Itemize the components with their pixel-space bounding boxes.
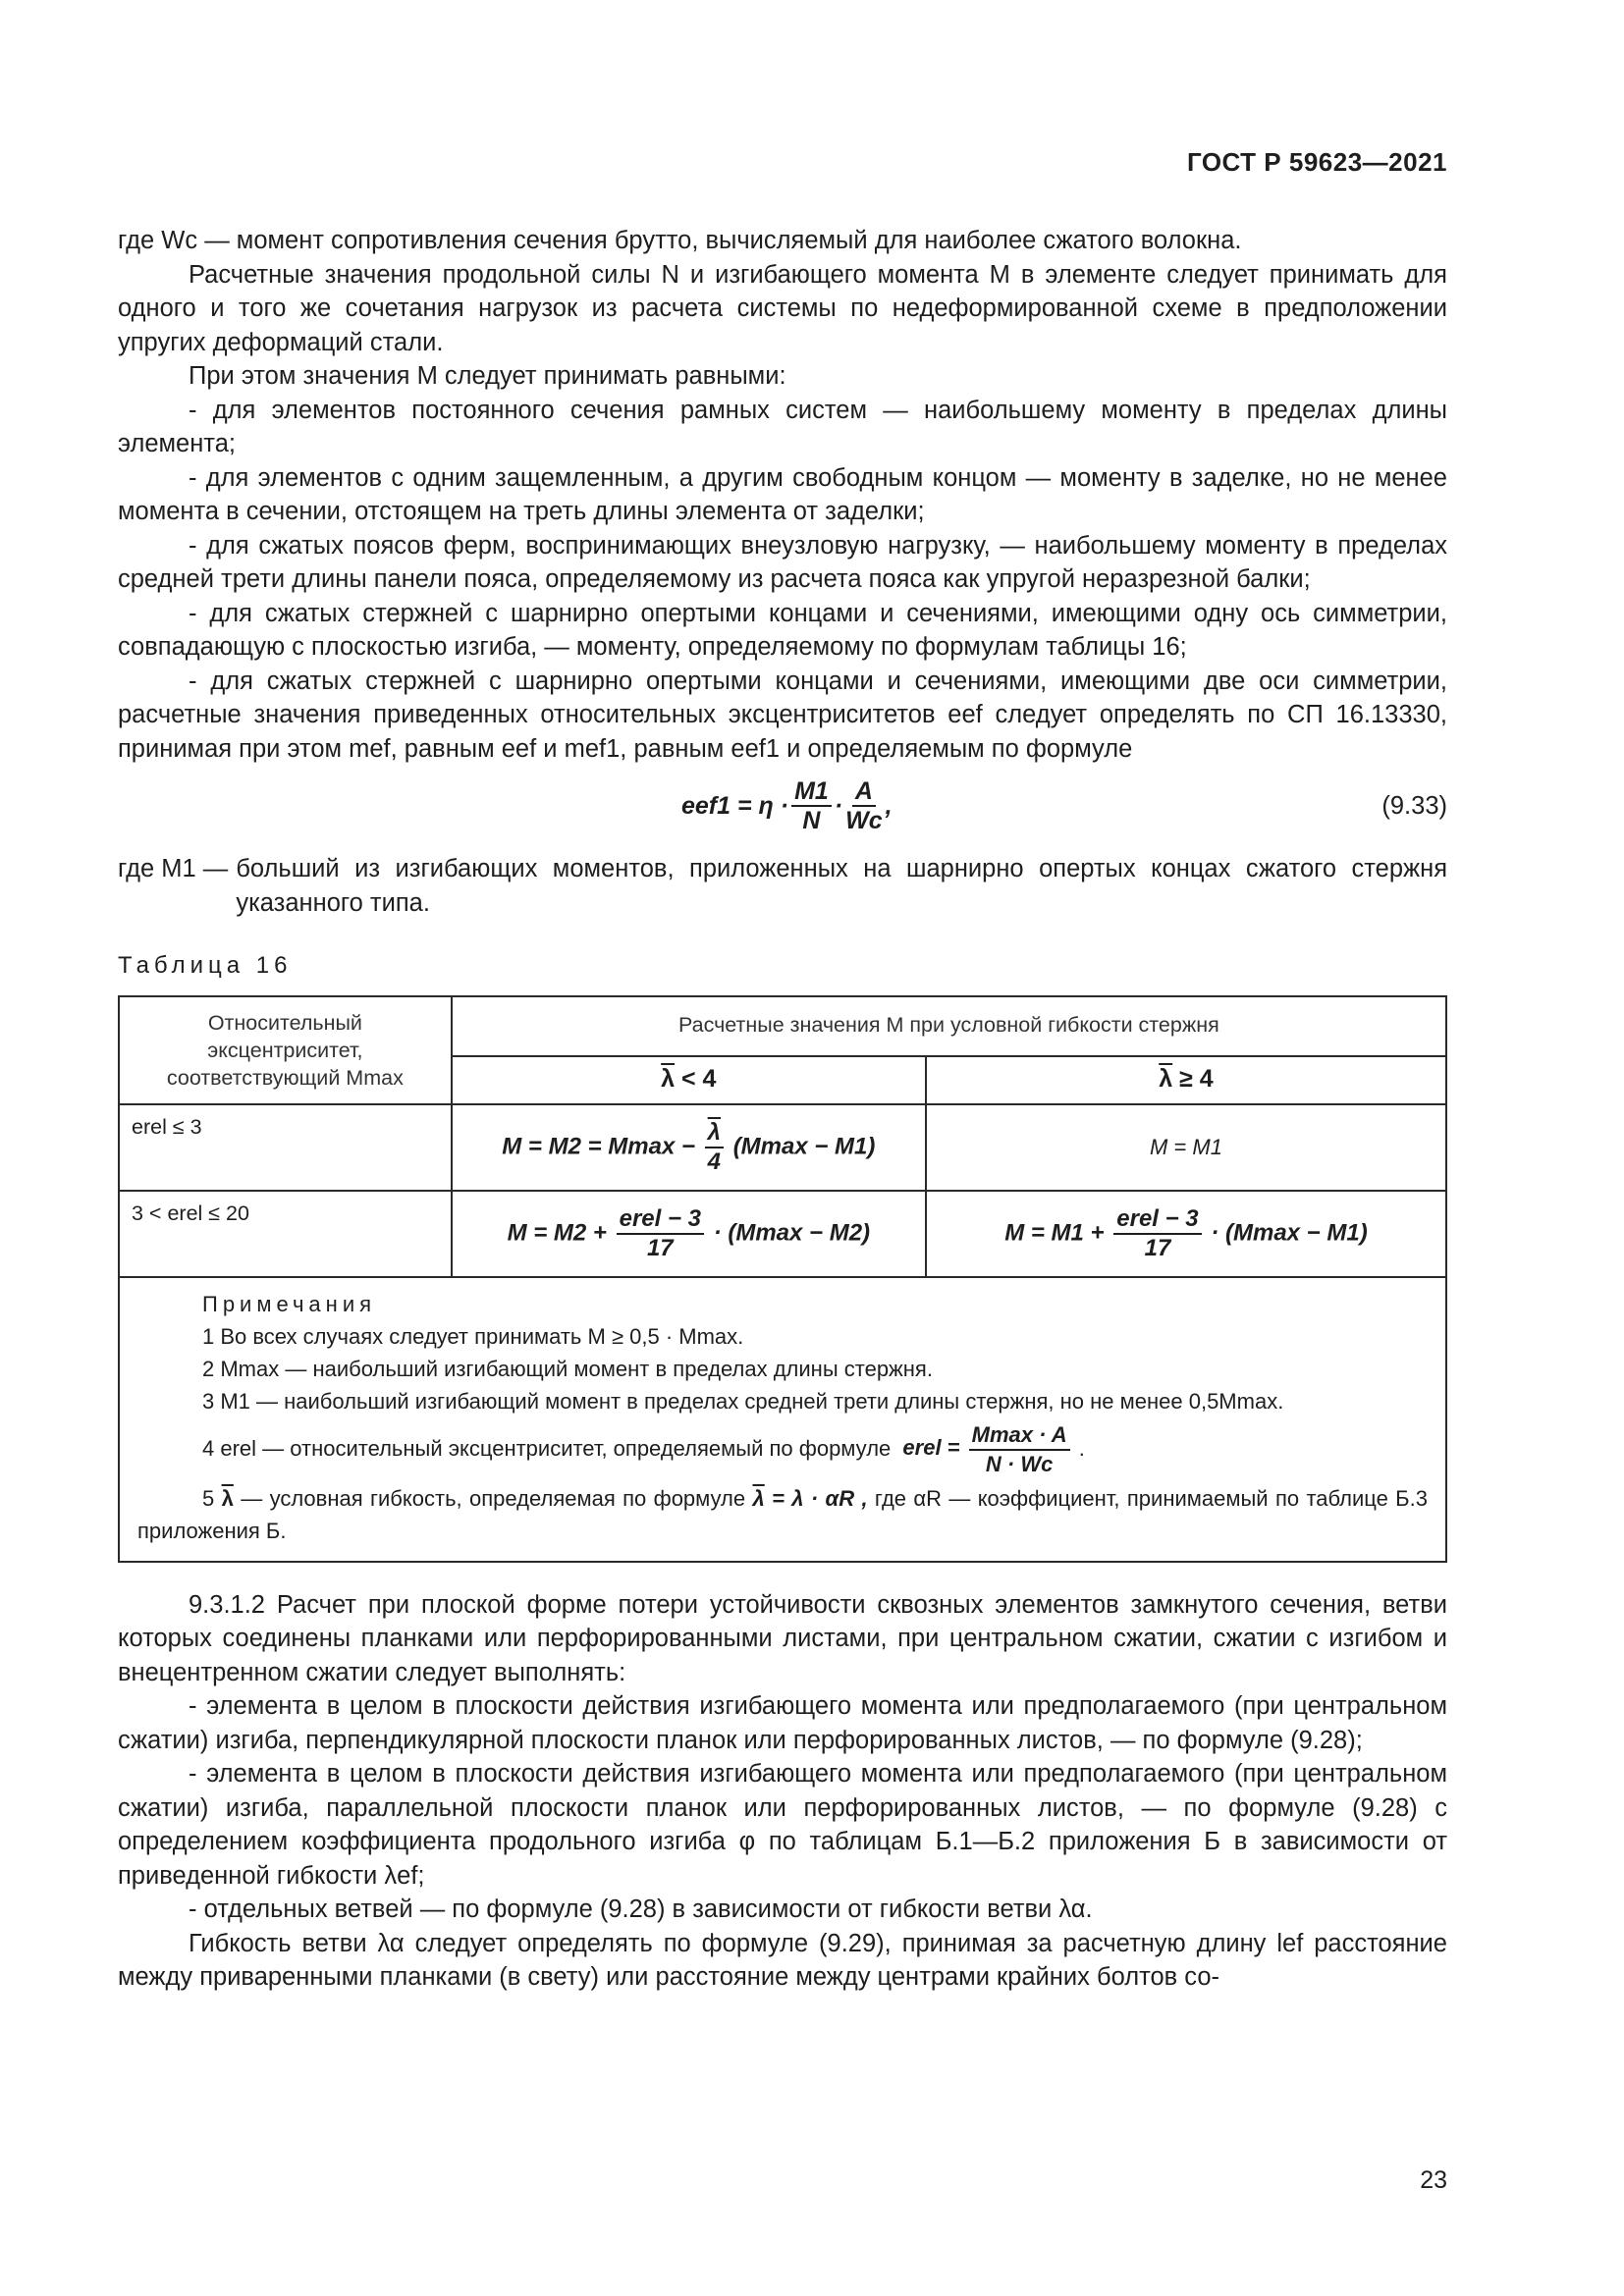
- header-design-values: Расчетные значения M при условной гибкости стержня: [452, 996, 1446, 1056]
- header-lambda-less-4: [452, 1056, 926, 1104]
- note-5: [137, 1482, 1428, 1547]
- fraction-denominator: 4: [707, 1148, 722, 1175]
- list-item-two-symmetry-axes: - для сжатых стержней с шарнирно опертыми концами и сечениями, имеющими две оси симметрии, расчетные значения приведенных относительных эксцентриситетов eef следует определять по СП 16.13330, принимая при этом mef, равным eef и mef1, равным eef1 и определяемым по формуле: [118, 667, 1447, 763]
- list-item-separate-branches: - отдельных ветвей — по формуле (9.28) в зависимости от гибкости ветви λα.: [189, 1896, 1093, 1923]
- page-number: 23: [1420, 2166, 1447, 2194]
- where-text: больший из изгибающих моментов, приложенных на шарнирно опертых концах сжатого стержня указанного типа.: [236, 855, 1447, 917]
- where-m1-definition: [118, 852, 1447, 920]
- lambda-bar-symbol: $\overline{\lambda}$: [221, 1485, 234, 1511]
- fraction-numerator: A: [852, 777, 876, 807]
- header-condition: ≥ 4: [1172, 1064, 1214, 1093]
- fraction-lambda-4: [705, 1119, 724, 1176]
- where-label: где M1 —: [118, 855, 229, 882]
- formula-cell: [452, 1104, 926, 1191]
- table-16: [118, 995, 1447, 1563]
- lambda-bar-symbol: $\overline{\lambda}$: [1159, 1064, 1173, 1093]
- fraction-a-wc: [845, 777, 883, 834]
- note-4-text: 4 erel — относительный эксцентриситет, определяемый по формуле: [202, 1435, 892, 1461]
- formula-part: M = M2 = Mmax −: [502, 1132, 695, 1159]
- paragraph-branch-slenderness: Гибкость ветви λα следует определять по формуле (9.29), принимая за расчетную длину lef расстояние между приваренными планками (в свету) или расстояние между центрами крайних болтов со-: [118, 1929, 1447, 1991]
- note-4: [137, 1421, 1428, 1478]
- header-lambda-geq-4: [926, 1056, 1446, 1104]
- fraction-numerator: Mmax · A: [969, 1421, 1070, 1451]
- formula-part: (Mmax − M1): [732, 1132, 876, 1159]
- fraction-erel: [969, 1421, 1070, 1478]
- paragraph-design-values: Расчетные значения продольной силы N и изгибающего момента M в элементе следует принимать для одного и того же сочетания нагрузок из расчета системы по недеформированной схеме в предположении упругих деформаций стали.: [118, 260, 1447, 356]
- table-header-row: [119, 996, 1446, 1056]
- formula-cell: [926, 1191, 1446, 1277]
- formula-cell: [452, 1191, 926, 1277]
- formula-part: · (Mmax − M1): [1211, 1218, 1368, 1246]
- section-9-3-1-2: 9.3.1.2 Расчет при плоской форме потери устойчивости сквозных элементов замкнутого сечения, ветви которых соединены планками или перфорированными листами, при центральном сжатии, сжатии с изгибом и внецентренном сжатии следует выполнять:: [118, 1590, 1447, 1686]
- fraction-denominator: N: [802, 807, 821, 834]
- fraction-m1-n: [791, 777, 832, 834]
- fraction-erel-17: [617, 1205, 704, 1262]
- fraction-denominator: 17: [646, 1234, 674, 1261]
- table-notes-row: [119, 1277, 1446, 1562]
- notes-title: Примечания: [202, 1291, 377, 1316]
- lambda-bar-symbol: $\overline{\lambda}$: [752, 1485, 765, 1511]
- note-5-formula: [752, 1486, 867, 1511]
- paragraph-m-values-intro: При этом значения M следует принимать равными:: [189, 362, 786, 390]
- fraction-denominator: Wc: [845, 807, 883, 834]
- header-condition: < 4: [675, 1064, 717, 1093]
- fraction-denominator: 17: [1144, 1234, 1171, 1261]
- fraction-erel-17: [1113, 1205, 1201, 1262]
- formula-part: M = M2 +: [507, 1218, 607, 1246]
- list-item-truss-chords: - для сжатых поясов ферм, воспринимающих внеузловую нагрузку, — наибольшему моменту в пределах средней трети длины панели пояса, определяемому из расчета пояса как упругой неразрезной балки;: [118, 531, 1447, 593]
- formula-cell: M = M1: [926, 1104, 1446, 1191]
- table-notes: [119, 1277, 1446, 1562]
- table-row: [119, 1104, 1446, 1191]
- list-item-cantilever-elements: - для элементов с одним защемленным, а другим свободным концом — моменту в заделке, но не менее момента в сечении, отстоящем на треть длины элемента от заделки;: [118, 463, 1447, 525]
- document-code: ГОСТ Р 59623—2021: [1186, 147, 1447, 177]
- formula-tail: ,: [885, 791, 893, 820]
- note-5-number: 5: [202, 1485, 215, 1511]
- fraction-numerator: erel − 3: [1113, 1205, 1201, 1235]
- fraction-numerator: M1: [791, 777, 832, 807]
- paragraph-wc-definition: где Wc — момент сопротивления сечения брутто, вычисляемый для наиболее сжатого волокна.: [118, 227, 1242, 254]
- fraction-numerator: $\overline{\lambda}$: [705, 1119, 724, 1148]
- list-item-one-symmetry-axis: - для сжатых стержней с шарнирно опертыми концами и сечениями, имеющими одну ось симметрии, совпадающую с плоскостью изгиба, — моменту, определяемому по формулам таблицы 16;: [118, 599, 1447, 661]
- header-eccentricity: Относительный эксцентриситет, соответствующий Mmax: [119, 996, 452, 1104]
- table-16-title: Таблица 16: [118, 952, 293, 979]
- note-2: 2 Mmax — наибольший изгибающий момент в пределах длины стержня.: [202, 1356, 933, 1381]
- fraction-numerator: erel − 3: [617, 1205, 704, 1235]
- formula-lhs: eef1 = η ·: [681, 791, 789, 820]
- row-label: 3 < erel ≤ 20: [119, 1191, 452, 1277]
- fraction-denominator: N · Wc: [985, 1451, 1054, 1476]
- list-item-parallel-plane: - элемента в целом в плоскости действия изгибающего момента или предполагаемого (при центральном сжатии) изгиба, параллельной плоскости планок или перфорированных листов, — по формуле (9.28) с определением коэффициента продольного изгиба φ по таблицам Б.1—Б.2 приложения Б в зависимости от приведенной гибкости λef;: [118, 1760, 1447, 1890]
- note-1: 1 Во всех случаях следует принимать M ≥ 0,5 · Mmax.: [202, 1323, 744, 1349]
- row-label: erel ≤ 3: [119, 1104, 452, 1191]
- note-5-text: — условная гибкость, определяемая по формуле: [241, 1485, 746, 1511]
- page-content: [118, 224, 1447, 1995]
- formula-part: M = M1 +: [1004, 1218, 1105, 1246]
- note-5-tail: где αR — коэффициент, принимаемый по таблице Б.3 приложения Б.: [137, 1485, 1428, 1543]
- formula-part: · (Mmax − M2): [713, 1218, 871, 1246]
- note-3: 3 M1 — наибольший изгибающий момент в пределах средней трети длины стержня, но не менее 0,5Mmax.: [202, 1388, 1284, 1414]
- lambda-bar-symbol: $\overline{\lambda}$: [661, 1064, 676, 1093]
- formula-9-33-expression: [681, 777, 893, 834]
- formula-lhs: erel =: [902, 1435, 960, 1461]
- formula-tail: .: [1078, 1435, 1085, 1461]
- formula-9-33: [118, 772, 1447, 848]
- formula-rest: = λ · αR ,: [772, 1485, 868, 1511]
- formula-number: (9.33): [1381, 792, 1447, 820]
- list-item-perpendicular-plane: - элемента в целом в плоскости действия изгибающего момента или предполагаемого (при центральном сжатии) изгиба, перпендикулярной плоскости планок или перфорированных листов, — по формуле (9.28);: [118, 1692, 1447, 1754]
- table-row: [119, 1191, 1446, 1277]
- list-item-frame-elements: - для элементов постоянного сечения рамных систем — наибольшему моменту в пределах длины элемента;: [118, 396, 1447, 457]
- formula-dot: ·: [834, 791, 843, 820]
